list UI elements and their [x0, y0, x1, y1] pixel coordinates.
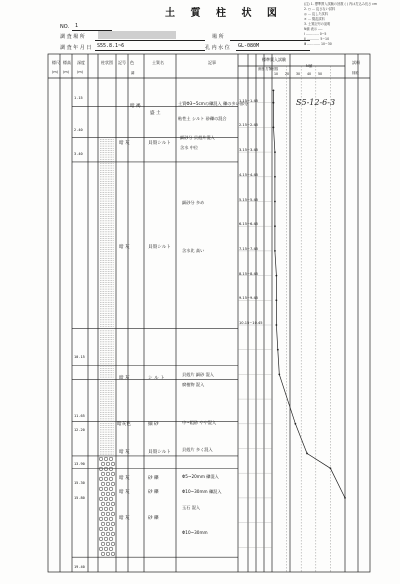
column-gravel-pattern: [104, 517, 108, 521]
column-gravel-pattern: [106, 532, 110, 536]
column-gravel-pattern: [109, 467, 113, 471]
layer-color: 暗 灰: [119, 450, 130, 455]
column-gravel-pattern: [99, 507, 103, 511]
n-value-point: [274, 225, 276, 227]
column-gravel-pattern: [104, 477, 108, 481]
note-line: N値 表示 ----: [304, 27, 323, 31]
n-value-point: [275, 275, 277, 277]
col-soil: 土質名: [152, 60, 164, 65]
spt-depth-row: 2.15~2.45: [239, 123, 259, 128]
layer-color: 暗 灰: [119, 476, 130, 481]
col-scale: 標尺: [52, 60, 60, 65]
spt-depth-row: 1.15~1.45: [239, 98, 259, 103]
layer-soil-name: シ ル ト: [148, 376, 165, 381]
column-gravel-pattern: [111, 512, 115, 516]
column-gravel-pattern: [104, 507, 108, 511]
layer-remark: 含水 中位: [180, 145, 199, 150]
n-value-point: [275, 299, 277, 301]
note-line: 3. 土質記号の説明: [304, 22, 331, 26]
layer-remark: 腐植物 混入: [182, 382, 205, 387]
layer-soil-name: 砂 礫: [148, 516, 159, 521]
column-gravel-pattern: [101, 482, 105, 486]
note-line: 2. ○ … 乱さない試料: [304, 7, 336, 11]
layer-soil-name: 貝殻シルト: [148, 245, 171, 250]
n-tick: 50: [318, 72, 323, 76]
column-gravel-pattern: [111, 542, 115, 546]
depth-label: 1.15: [74, 96, 83, 100]
depth-label: 15.30: [74, 481, 85, 485]
date-value: S55.8.1~6: [97, 43, 125, 49]
layer-remark: Φ5~20mm 礫混入: [182, 474, 219, 479]
column-gravel-pattern: [106, 482, 110, 486]
depth-label: 19.40: [74, 565, 85, 569]
note-line: Ⅲ ………… 10~30: [304, 42, 332, 46]
col-sample-sub: 採取: [352, 71, 359, 75]
n-tick: 30: [296, 72, 301, 76]
note-line: (注) 1. 標準貫入試験の回数 ( ) 内は打込み長さ cm: [304, 2, 378, 6]
depth-label: 15.80: [74, 496, 85, 500]
column-gravel-pattern: [99, 497, 103, 501]
column-gravel-pattern: [101, 502, 105, 506]
col-color: 色: [130, 60, 134, 65]
n-value-point: [306, 453, 308, 455]
spt-depth-row: 10.15~10.45: [239, 321, 263, 325]
col-color-sub: 調: [131, 71, 135, 75]
col-remarks: 記事: [208, 60, 216, 65]
layer-remark: 貝殻片 多く混入: [182, 447, 213, 452]
col-symbol: 記号: [118, 60, 126, 65]
column-gravel-pattern: [106, 522, 110, 526]
spt-depth-row: 5.15~5.45: [239, 197, 259, 202]
column-gravel-pattern: [99, 457, 103, 461]
column-gravel-pattern: [99, 467, 103, 471]
n-value-point: [275, 324, 277, 326]
col-nvalue: N値: [306, 64, 313, 68]
n-value-point: [274, 151, 276, 153]
note-line: ◎ … 乱した試料: [304, 12, 328, 16]
col-column: 柱状図: [101, 60, 113, 65]
column-gravel-pattern: [106, 472, 110, 476]
sheet-title: 土 質 柱 状 図: [165, 8, 283, 19]
survey-name-label: 調 査 場 所: [60, 34, 85, 40]
n-value-point: [278, 374, 280, 376]
spt-depth-row: 4.15~4.45: [239, 172, 259, 177]
layer-soil-name: 砂 礫: [148, 490, 159, 495]
layer-remark: 玉石 混入: [182, 505, 201, 510]
n-value-point: [277, 349, 279, 351]
column-gravel-pattern: [111, 462, 115, 466]
depth-label: 3.40: [74, 152, 83, 156]
layer-color: 暗 褐: [130, 104, 141, 109]
column-gravel-pattern: [109, 497, 113, 501]
col-elevation: 標高: [63, 60, 71, 65]
column-gravel-pattern: [111, 502, 115, 506]
column-gravel-pattern: [106, 512, 110, 516]
layer-soil-name: 貝殻シルト: [148, 450, 171, 455]
layer-soil-name: 貝殻シルト: [148, 141, 171, 146]
column-gravel-pattern: [109, 507, 113, 511]
spt-depth-row: 8.15~8.45: [239, 271, 259, 276]
column-gravel-pattern: [109, 527, 113, 531]
column-gravel-pattern: [111, 482, 115, 486]
n-value-point: [274, 176, 276, 178]
layer-color: 暗 灰: [119, 490, 130, 495]
column-gravel-pattern: [101, 462, 105, 466]
column-gravel-pattern: [104, 457, 108, 461]
layer-remark: 粘性土 シルト 砂礫の混合: [178, 116, 227, 121]
note-line: Ⅰ ………… 0~5: [304, 32, 327, 36]
n-tick: 40: [307, 72, 312, 76]
n-tick: 20: [285, 72, 290, 76]
n-value-point: [294, 423, 296, 425]
column-gravel-pattern: [101, 522, 105, 526]
column-gravel-pattern: [106, 542, 110, 546]
depth-label: 10.15: [74, 355, 85, 359]
layer-soil-name: 盛 土: [150, 111, 161, 116]
spt-depth-row: 6.15~6.45: [239, 222, 259, 227]
col-scale-unit: (m): [52, 70, 58, 74]
spt-depth-row: 9.15~9.45: [239, 296, 259, 301]
n-value-point: [274, 250, 276, 252]
location-label: 場 所: [212, 34, 224, 40]
layer-color: 暗 灰: [119, 141, 130, 146]
col-spt: 標準貫入試験: [262, 57, 286, 62]
column-gravel-pattern: [99, 487, 103, 491]
no-value: 1: [75, 23, 79, 29]
n-value-point: [344, 497, 346, 499]
column-gravel-pattern: [109, 537, 113, 541]
column-gravel-pattern: [104, 467, 108, 471]
column-gravel-pattern: [99, 517, 103, 521]
n-value-point: [330, 467, 332, 469]
col-sample: 試料: [352, 60, 360, 65]
column-gravel-pattern: [99, 527, 103, 531]
layer-remark: 含水比 高い: [182, 248, 205, 253]
layer-color: 暗灰色: [117, 422, 131, 427]
n-value-line: [274, 90, 346, 498]
layer-soil-name: 細 砂: [148, 422, 159, 427]
column-gravel-pattern: [101, 532, 105, 536]
column-gravel-pattern: [101, 472, 105, 476]
column-gravel-pattern: [109, 487, 113, 491]
layer-remark: Φ10~30mm: [182, 530, 208, 535]
date-label: 調 査 年 月 日: [60, 45, 92, 51]
column-gravel-pattern: [99, 537, 103, 541]
col-elevation-unit: (m): [63, 70, 69, 74]
n-tick: 10: [274, 72, 279, 76]
column-gravel-pattern: [104, 527, 108, 531]
layer-remark: 中~粗砂 やや混入: [182, 420, 217, 425]
column-gravel-pattern: [106, 462, 110, 466]
spt-depth-row: 7.15~7.45: [239, 246, 259, 251]
column-gravel-pattern: [101, 492, 105, 496]
column-gravel-pattern: [109, 517, 113, 521]
depth-label: 11.65: [74, 414, 85, 418]
column-gravel-pattern: [106, 552, 110, 556]
layer-remark: 細砂分 多め: [182, 200, 205, 205]
column-gravel-pattern: [101, 542, 105, 546]
n-value-point: [274, 201, 276, 203]
n-value-point: [273, 89, 275, 91]
water-level-label: 孔 内 水 位: [205, 45, 230, 51]
col-depth-unit: (m): [77, 70, 83, 74]
n-value-point: [273, 102, 275, 104]
column-gravel-pattern: [111, 492, 115, 496]
column-gravel-pattern: [101, 512, 105, 516]
column-gravel-pattern: [111, 552, 115, 556]
n-value-point: [273, 127, 275, 129]
depth-label: 2.40: [74, 128, 83, 132]
layer-remark: 土質Φ3~5cmの礫混入 礫の多い部分: [178, 101, 249, 106]
depth-label: 13.90: [74, 462, 85, 466]
column-gravel-pattern: [104, 537, 108, 541]
column-gravel-pattern: [111, 532, 115, 536]
layer-remark: Φ10~30mm 礫混入: [182, 489, 222, 494]
layer-remark: 貝殻片 細砂 混入: [182, 372, 214, 377]
layer-remark: 細砂分 貝殻片混入: [180, 135, 215, 140]
column-gravel-pattern: [99, 477, 103, 481]
spt-depth-row: 3.15~3.45: [239, 148, 259, 153]
col-depth: 深度: [77, 60, 85, 65]
column-gravel-pattern: [109, 547, 113, 551]
no-label: NO.: [60, 24, 70, 30]
column-gravel-pattern: [104, 487, 108, 491]
handwritten-note: S5-12-6-3: [296, 98, 336, 107]
column-gravel-pattern: [106, 502, 110, 506]
column-gravel-pattern: [109, 457, 113, 461]
column-gravel-pattern: [104, 497, 108, 501]
column-gravel-pattern: [104, 547, 108, 551]
column-gravel-pattern: [106, 492, 110, 496]
layer-soil-name: 砂 礫: [148, 476, 159, 481]
column-gravel-pattern: [111, 472, 115, 476]
column-gravel-pattern: [99, 547, 103, 551]
layer-color: 暗 灰: [119, 376, 130, 381]
col-spt-sub: 深度 打撃回数: [258, 67, 279, 71]
column-gravel-pattern: [111, 522, 115, 526]
note-line: Ⅱ ………… 5~10: [304, 37, 330, 41]
layer-color: 暗 灰: [119, 516, 130, 521]
water-level-value: GL-080M: [238, 43, 260, 49]
layer-color: 暗 灰: [119, 245, 130, 250]
column-gravel-pattern: [109, 477, 113, 481]
note-line: × … 攪乱試料: [304, 17, 325, 21]
depth-label: 12.20: [74, 428, 85, 432]
column-gravel-pattern: [101, 552, 105, 556]
